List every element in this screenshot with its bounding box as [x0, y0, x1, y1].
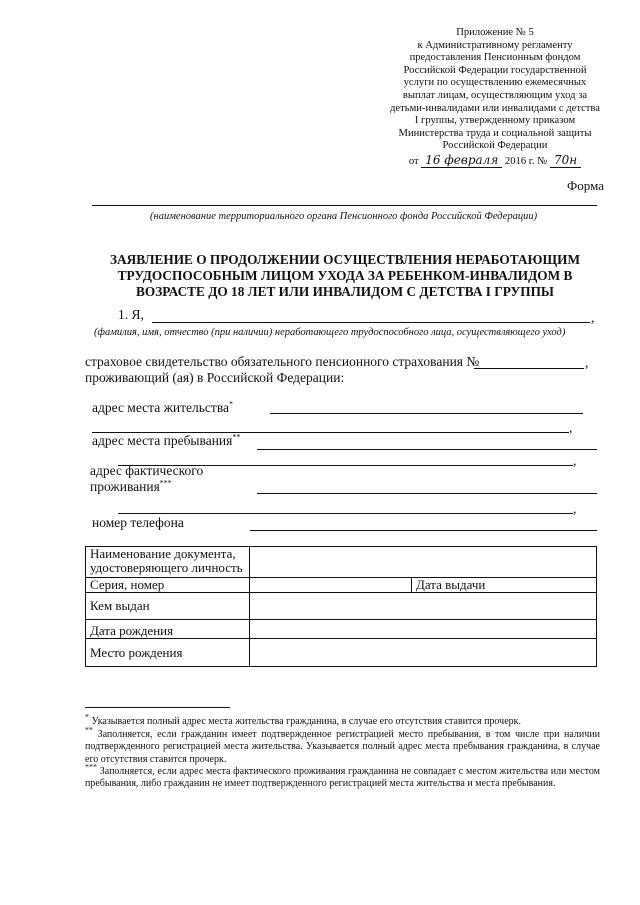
- date-prefix: от: [408, 155, 419, 167]
- issue-date-label: Дата выдачи: [416, 577, 486, 592]
- appendix-header: [360, 27, 630, 169]
- footnote-text: Заполняется, если гражданин имеет подтвержденное регистрацией место пребывания, в том числе при наличии подтвержденного регистрацией места жительства. Указывается полный адрес места пребывания гражданина, в случае его отсутствия ставится прочерк.: [85, 729, 600, 765]
- issued-by-label: Кем выдан: [86, 593, 250, 620]
- comma: ,: [573, 501, 577, 516]
- item1-label: 1. Я,: [118, 307, 144, 322]
- resident-label: проживающий (ая) в Российской Федерации:: [85, 370, 345, 385]
- year-text: 2016 г. №: [504, 155, 548, 167]
- birth-place-label: Место рождения: [86, 639, 250, 667]
- footnote-mark: **: [232, 432, 241, 442]
- appendix-line: Российской Федерации государственной: [403, 64, 587, 76]
- birth-date-field[interactable]: [250, 620, 597, 639]
- org-caption: (наименование территориального органа Пенсионного фонда Российской Федерации): [150, 211, 538, 222]
- comma: ,: [573, 453, 577, 468]
- appendix-line: детьми-инвалидами или инвалидами с детства: [390, 102, 600, 114]
- address-stay-field[interactable]: [257, 449, 597, 450]
- insurance-label: страховое свидетельство обязательного пенсионного страхования №: [85, 354, 480, 369]
- appendix-line: Приложение № 5: [456, 27, 534, 38]
- footnote-3: [85, 762, 601, 791]
- phone-field[interactable]: [250, 530, 597, 531]
- footnote-mark: *: [85, 712, 89, 722]
- comma: ,: [569, 420, 573, 435]
- phone-label: номер телефона: [92, 515, 184, 530]
- birth-place-field[interactable]: [250, 639, 597, 667]
- comma: ,: [591, 310, 595, 325]
- form-label: Форма: [567, 178, 604, 193]
- doc-name-label: Наименование документа, удостоверяющего личность: [86, 547, 250, 578]
- footnote-1: [85, 712, 600, 728]
- appendix-line: Российской Федерации: [442, 140, 548, 152]
- name-caption: (фамилия, имя, отчество (при наличии) неработающего трудоспособного лица, осуществляющего уход): [94, 327, 566, 338]
- appendix-line: к Административному регламенту: [417, 39, 573, 51]
- title-line: ЗАЯВЛЕНИЕ О ПРОДОЛЖЕНИИ ОСУЩЕСТВЛЕНИЯ НЕРАБОТАЮЩИМ: [109, 252, 581, 267]
- address-residence-field[interactable]: [270, 413, 583, 414]
- footnote-mark: ***: [159, 478, 172, 488]
- title-line: ВОЗРАСТЕ ДО 18 ЛЕТ ИЛИ ИНВАЛИДОМ С ДЕТСТВА I ГРУППЫ: [135, 284, 554, 299]
- address-actual-field[interactable]: [257, 493, 597, 494]
- document-title: [90, 252, 600, 300]
- org-name-line: [92, 205, 597, 206]
- title-line: ТРУДОСПОСОБНЫМ ЛИЦОМ УХОДА ЗА РЕБЕНКОМ-ИНВАЛИДОМ В: [117, 268, 573, 283]
- insurance-number-field[interactable]: [474, 368, 584, 369]
- doc-name-field[interactable]: [250, 547, 597, 578]
- appendix-line: I группы, утвержденному приказом: [414, 115, 576, 127]
- handwritten-date: 16 февраля: [421, 154, 502, 168]
- footnote-2: [85, 725, 600, 766]
- address-residence-label: [92, 400, 233, 416]
- issue-date-cell[interactable]: [412, 578, 597, 593]
- identity-document-table: [85, 546, 597, 667]
- series-label: Серия, номер: [86, 578, 250, 593]
- address-stay-text: адрес места пребывания: [92, 433, 233, 448]
- footnote-text: Заполняется, если адрес места фактического проживания гражданина не совпадает с местом жительства или местом пребывания, либо гражданин не имеет подтвержденного регистрацией места жительства и места пребывания.: [85, 766, 601, 790]
- address-actual-label: [90, 463, 203, 495]
- address-stay-label: [92, 433, 240, 449]
- address-actual-text: проживания: [90, 479, 160, 494]
- appendix-line: Министерства труда и социальной защиты: [398, 127, 592, 139]
- address-actual-text: адрес фактического: [90, 463, 204, 478]
- footnote-separator: [85, 707, 230, 708]
- address-residence-text: адрес места жительства: [92, 400, 230, 415]
- footnote-mark: **: [85, 725, 93, 735]
- comma: ,: [585, 355, 589, 370]
- appendix-line: услуги по осуществлению ежемесячных: [403, 77, 587, 89]
- issued-by-field[interactable]: [250, 593, 597, 620]
- footnote-mark: *: [229, 399, 234, 409]
- footnote-text: Указывается полный адрес места жительства гражданина, в случае его отсутствия ставится прочерк.: [91, 716, 521, 727]
- series-field[interactable]: [250, 578, 412, 593]
- full-name-field[interactable]: [152, 322, 590, 323]
- appendix-line: выплат лицам, осуществляющим уход за: [402, 89, 588, 101]
- appendix-line: предоставления Пенсионным фондом: [409, 52, 581, 64]
- appendix-date-line: [360, 154, 630, 169]
- handwritten-number: 70н: [550, 154, 581, 168]
- footnote-mark: ***: [85, 762, 97, 772]
- birth-date-label: Дата рождения: [86, 620, 250, 639]
- address-actual-field-2[interactable]: [118, 513, 573, 514]
